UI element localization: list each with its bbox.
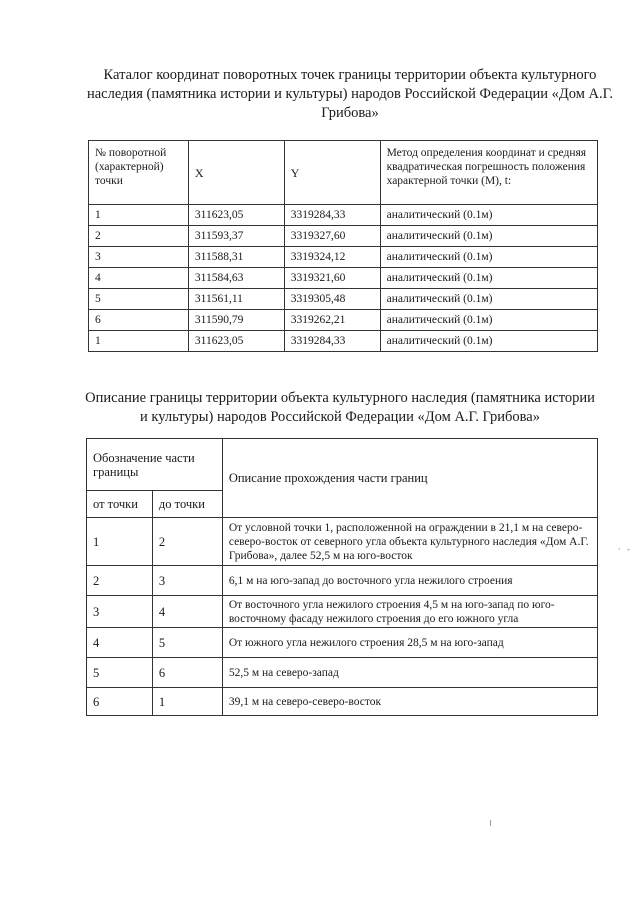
table-row xyxy=(89,331,598,352)
boundary-table xyxy=(86,438,598,716)
method-cell: аналитический (0.1м) xyxy=(380,268,597,289)
x-cell: 311623,05 xyxy=(188,331,284,352)
from-cell: 1 xyxy=(87,518,153,566)
method-cell: аналитический (0.1м) xyxy=(380,331,597,352)
y-header: Y xyxy=(284,141,380,205)
x-cell: 311584,63 xyxy=(188,268,284,289)
scan-speck: · - xyxy=(617,544,632,554)
from-cell: 4 xyxy=(87,628,153,658)
from-header: от точки xyxy=(87,491,153,518)
table-row xyxy=(89,268,598,289)
table-row xyxy=(87,688,598,716)
table-row xyxy=(87,628,598,658)
table-row xyxy=(89,310,598,331)
description-cell: От восточного угла нежилого строения 4,5 м на юго-запад по юго-восточному фасаду нежилого строения до его южного угла xyxy=(222,596,597,628)
point-cell: 2 xyxy=(89,226,189,247)
point-cell: 5 xyxy=(89,289,189,310)
y-cell: 3319327,60 xyxy=(284,226,380,247)
to-header: до точки xyxy=(152,491,222,518)
x-cell: 311593,37 xyxy=(188,226,284,247)
part-header: Обозначение части границы xyxy=(87,439,223,491)
table-row xyxy=(89,226,598,247)
x-header: X xyxy=(188,141,284,205)
to-cell: 5 xyxy=(152,628,222,658)
x-cell: 311590,79 xyxy=(188,310,284,331)
method-cell: аналитический (0.1м) xyxy=(380,247,597,268)
description-cell: 39,1 м на северо-северо-восток xyxy=(222,688,597,716)
y-cell: 3319305,48 xyxy=(284,289,380,310)
description-header: Описание прохождения части границ xyxy=(222,439,597,518)
to-cell: 3 xyxy=(152,566,222,596)
from-cell: 2 xyxy=(87,566,153,596)
table-row xyxy=(87,658,598,688)
from-cell: 6 xyxy=(87,688,153,716)
y-cell: 3319284,33 xyxy=(284,331,380,352)
boundary-header-row xyxy=(87,439,598,491)
method-cell: аналитический (0.1м) xyxy=(380,310,597,331)
point-cell: 1 xyxy=(89,205,189,226)
from-cell: 3 xyxy=(87,596,153,628)
y-cell: 3319284,33 xyxy=(284,205,380,226)
point-header: № поворотной (характерной) точки xyxy=(89,141,189,205)
table-row xyxy=(89,205,598,226)
method-cell: аналитический (0.1м) xyxy=(380,289,597,310)
scan-mark xyxy=(490,820,491,826)
point-cell: 3 xyxy=(89,247,189,268)
to-cell: 1 xyxy=(152,688,222,716)
coordinates-table xyxy=(88,140,598,352)
x-cell: 311623,05 xyxy=(188,205,284,226)
description-cell: От условной точки 1, расположенной на ограждении в 21,1 м на северо-северо-восток от северного угла объекта культурного наследия «Дом А.Г. Грибова», далее 52,5 м на юго-восток xyxy=(222,518,597,566)
description-cell: 6,1 м на юго-запад до восточного угла нежилого строения xyxy=(222,566,597,596)
from-cell: 5 xyxy=(87,658,153,688)
to-cell: 4 xyxy=(152,596,222,628)
y-cell: 3319321,60 xyxy=(284,268,380,289)
y-cell: 3319262,21 xyxy=(284,310,380,331)
point-cell: 6 xyxy=(89,310,189,331)
point-cell: 1 xyxy=(89,331,189,352)
table-row xyxy=(87,518,598,566)
boundary-description-title: Описание границы территории объекта культурного наследия (памятника истории и культуры) народов Российской Федерации «Дом А.Г. Грибова» xyxy=(85,390,595,425)
description-cell: 52,5 м на северо-запад xyxy=(222,658,597,688)
x-cell: 311561,11 xyxy=(188,289,284,310)
coordinates-header-row xyxy=(89,141,598,205)
x-cell: 311588,31 xyxy=(188,247,284,268)
y-cell: 3319324,12 xyxy=(284,247,380,268)
table-row xyxy=(89,247,598,268)
description-cell: От южного угла нежилого строения 28,5 м на юго-запад xyxy=(222,628,597,658)
point-cell: 4 xyxy=(89,268,189,289)
to-cell: 6 xyxy=(152,658,222,688)
table-row xyxy=(89,289,598,310)
to-cell: 2 xyxy=(152,518,222,566)
method-cell: аналитический (0.1м) xyxy=(380,226,597,247)
table-row xyxy=(87,566,598,596)
catalog-title: Каталог координат поворотных точек границы территории объекта культурного наследия (памятника истории и культуры) народов Российской Федерации «Дом А.Г. Грибова» xyxy=(86,67,614,121)
table-row xyxy=(87,596,598,628)
method-header: Метод определения координат и средняя квадратическая погрешность положения характерной точки (М), t: xyxy=(380,141,597,205)
method-cell: аналитический (0.1м) xyxy=(380,205,597,226)
